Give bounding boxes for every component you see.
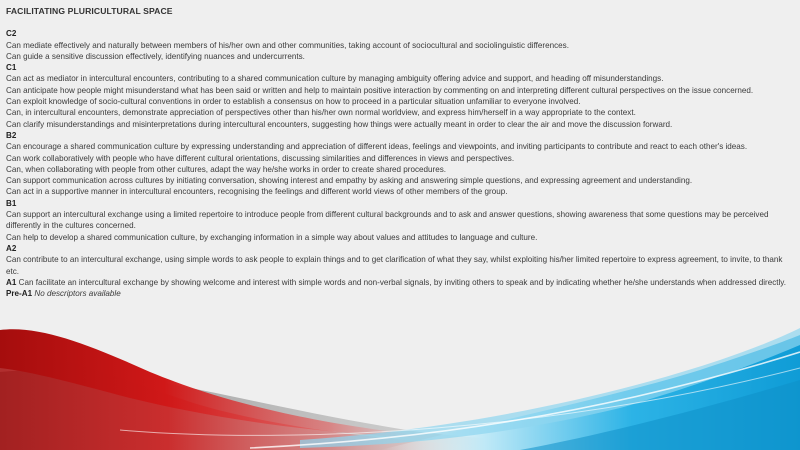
level-heading-b1: B1 xyxy=(6,198,17,208)
descriptor-line: Can clarify misunderstandings and misinterpretations during intercultural encounters, suggesting how things were actually meant in order to clear the air and move the discussion forward. xyxy=(6,119,673,129)
descriptor-line: Can support communication across cultures by initiating conversation, showing interest and empathy by asking and answering simple questions, and expressing agreement and understanding. xyxy=(6,176,693,186)
descriptor-line: Can act as mediator in intercultural encounters, contributing to a shared communication culture by managing ambiguity offering advice and support, and heading off misunderstandings. xyxy=(6,74,664,84)
level-heading-prea1: Pre-A1 xyxy=(6,289,33,299)
no-descriptors-note: No descriptors available xyxy=(34,289,121,299)
descriptor-line: Can encourage a shared communication culture by expressing understanding and appreciation of different ideas, feelings and viewpoints, and inviting participants to contribute and react to each other's ideas. xyxy=(6,142,748,152)
level-heading-c1: C1 xyxy=(6,63,17,73)
level-heading-a1: A1 xyxy=(6,277,17,287)
descriptor-line: Can exploit knowledge of socio-cultural conventions in order to establish a consensus on how to proceed in a particular situation unfamiliar to everyone involved. xyxy=(6,97,581,107)
descriptor-line: Can work collaboratively with people who have different cultural orientations, discussing similarities and differences in views and perspectives. xyxy=(6,153,515,163)
descriptor-a1 xyxy=(6,277,792,288)
descriptor-line: Can, when collaborating with people from other cultures, adapt the way he/she works in order to create shared procedures. xyxy=(6,164,447,174)
descriptor-line: Can guide a sensitive discussion effectively, identifying nuances and undercurrents. xyxy=(6,51,305,61)
descriptor-prea1 xyxy=(6,288,792,299)
descriptor-content xyxy=(6,6,792,299)
descriptor-line: Can, in intercultural encounters, demonstrate appreciation of perspectives other than his/her own normal worldview, and express him/herself in a way appropriate to the context. xyxy=(6,108,636,118)
descriptor-line: Can contribute to an intercultural exchange, using simple words to ask people to explain things and to get clarification of what they say, whilst exploiting his/her limited repertoire to express agreement, to invite, to thank etc. xyxy=(6,255,783,276)
descriptor-line: Can mediate effectively and naturally between members of his/her own and other communities, taking account of sociocultural and sociolinguistic differences. xyxy=(6,40,569,50)
slide-title: FACILITATING PLURICULTURAL SPACE xyxy=(6,6,173,16)
level-heading-a2: A2 xyxy=(6,243,17,253)
descriptor-line: Can anticipate how people might misunderstand what has been said or written and help to maintain positive interaction by commenting on and interpreting different cultural perspectives on the issue concerned. xyxy=(6,85,754,95)
descriptor-line: Can facilitate an intercultural exchange by showing welcome and interest with simple words and non-verbal signals, by inviting others to speak and by indicating whether he/she understands when addressed directly. xyxy=(18,277,786,287)
descriptor-line: Can act in a supportive manner in intercultural encounters, recognising the feelings and different world views of other members of the group. xyxy=(6,187,508,197)
descriptor-line: Can help to develop a shared communication culture, by exchanging information in a simple way about values and attitudes to language and culture. xyxy=(6,232,538,242)
level-heading-c2: C2 xyxy=(6,29,17,39)
level-heading-b2: B2 xyxy=(6,130,17,140)
descriptor-line: Can support an intercultural exchange using a limited repertoire to introduce people from different cultural backgrounds and to ask and answer questions, showing awareness that some questions may be perceived differently in the cultures concerned. xyxy=(6,210,769,231)
